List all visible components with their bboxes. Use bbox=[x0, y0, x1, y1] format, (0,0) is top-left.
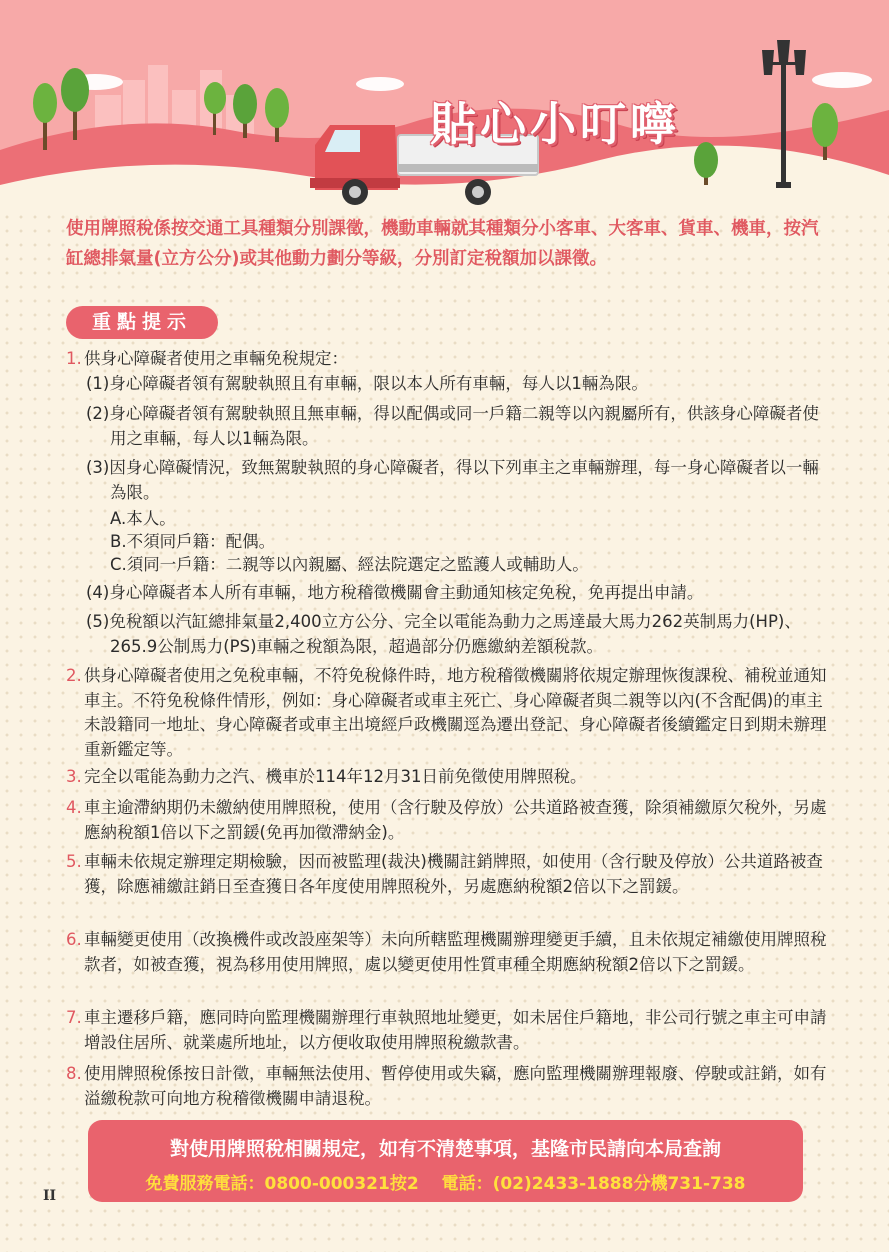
sub-item: (2)身心障礙者領有駕駛執照且無車輛，得以配偶或同一戶籍二親等以內親屬所有，供該身心障礙者使用之車輛，每人以1輛為限。 bbox=[86, 404, 819, 448]
list-item bbox=[66, 765, 830, 790]
list-item bbox=[66, 1062, 830, 1111]
list-item bbox=[66, 347, 830, 372]
contact-notice: 對使用牌照稅相關規定，如有不清楚事項，基隆市民請向本局查詢 bbox=[169, 1138, 721, 1160]
item-number: 7. bbox=[66, 1008, 82, 1027]
item-text: 供身心障礙者使用之車輛免稅規定： bbox=[84, 349, 348, 368]
sub-item: (4)身心障礙者本人所有車輛，地方稅稽徵機關會主動通知核定免稅，免再提出申請。 bbox=[86, 583, 704, 602]
item-number: 6. bbox=[66, 930, 82, 949]
sub-item: (3)因身心障礙情況，致無駕駛執照的身心障礙者，得以下列車主之車輛辦理，每一身心障礙者以一輛為限。 bbox=[86, 458, 819, 502]
key-points-badge: 重點提示 bbox=[66, 306, 218, 339]
list-item bbox=[66, 850, 830, 899]
item-text: 供身心障礙者使用之免稅車輛，不符免稅條件時，地方稅稽徵機關將依規定辦理恢復課稅、補稅並通知車主。不符免稅條件情形，例如：身心障礙者或車主死亡、身心障礙者與二親等以內(不含配偶)的車主未設籍同一地址、身心障礙者或車主出境經戶政機關逕為遷出登記、身心障礙者後續鑑定日到期未辦理重新鑑定等。 bbox=[84, 666, 827, 759]
page-number: II bbox=[43, 1188, 57, 1204]
owner-option: B.不須同戶籍：配偶。 bbox=[110, 532, 276, 551]
item-number: 3. bbox=[66, 767, 82, 786]
item-text: 完全以電能為動力之汽、機車於114年12月31日前免徵使用牌照稅。 bbox=[84, 767, 587, 786]
item-text: 車輛未依規定辦理定期檢驗，因而被監理(裁決)機關註銷牌照，如使用（含行駛及停放）公共道路被查獲，除應補繳註銷日至查獲日各年度使用牌照稅外，另處應納稅額2倍以下之罰鍰。 bbox=[84, 852, 823, 896]
sub-item: (5)免稅額以汽缸總排氣量2,400立方公分、完全以電能為動力之馬達最大馬力262英制馬力(HP)、265.9公制馬力(PS)車輛之稅額為限，超過部分仍應繳納差額稅款。 bbox=[86, 612, 801, 656]
sub-item: (1)身心障礙者領有駕駛執照且有車輛，限以本人所有車輛，每人以1輛為限。 bbox=[86, 374, 648, 393]
list-item bbox=[66, 928, 830, 977]
item-text: 使用牌照稅係按日計徵，車輛無法使用、暫停使用或失竊，應向監理機關辦理報廢、停駛或註銷，如有溢繳稅款可向地方稅稽徵機關申請退稅。 bbox=[84, 1064, 827, 1108]
list-item bbox=[66, 1006, 830, 1055]
item-number: 5. bbox=[66, 852, 82, 871]
owner-option: A.本人。 bbox=[110, 509, 176, 528]
list-item bbox=[66, 664, 830, 762]
intro-paragraph: 使用牌照稅係按交通工具種類分別課徵，機動車輛就其種類分小客車、大客車、貨車、機車，按汽缸總排氣量(立方公分)或其他動力劃分等級，分別訂定稅額加以課徵。 bbox=[66, 219, 819, 269]
item-number: 8. bbox=[66, 1064, 82, 1083]
item-text: 車主遷移戶籍，應同時向監理機關辦理行車執照地址變更，如未居住戶籍地，非公司行號之車主可申請增設住居所、就業處所地址，以方便收取使用牌照稅繳款書。 bbox=[84, 1008, 827, 1052]
item-number: 1. bbox=[66, 349, 82, 368]
page-title: 貼心小叮嚀 bbox=[430, 97, 680, 151]
item-text: 車輛變更使用（改換機件或改設座架等）未向所轄監理機關辦理變更手續，且未依規定補繳使用牌照稅款者，如被查獲，視為移用使用牌照，處以變更使用性質車種全期應納稅額2倍以下之罰鍰。 bbox=[84, 930, 827, 974]
item-number: 4. bbox=[66, 798, 82, 817]
list-item bbox=[66, 796, 830, 845]
contact-phones: 免費服務電話：0800-000321按2 電話：(02)2433-1888分機731-738 bbox=[145, 1174, 746, 1194]
item-number: 2. bbox=[66, 666, 82, 685]
contact-box bbox=[88, 1120, 803, 1202]
item-text: 車主逾滯納期仍未繳納使用牌照稅，使用（含行駛及停放）公共道路被查獲，除須補繳原欠稅外，另處應納稅額1倍以下之罰鍰(免再加徵滯納金)。 bbox=[84, 798, 827, 842]
owner-option: C.須同一戶籍：二親等以內親屬、經法院選定之監護人或輔助人。 bbox=[110, 555, 589, 574]
